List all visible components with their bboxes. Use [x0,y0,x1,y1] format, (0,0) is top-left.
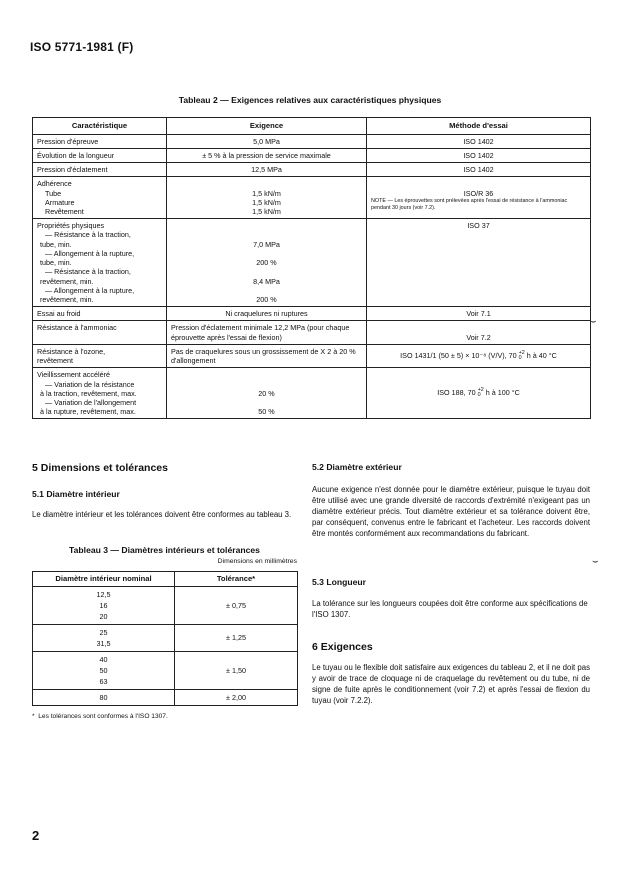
diameter-cell [33,651,175,689]
table3-units: Dimensions en millimètres [217,558,297,565]
characteristic-cell: Essai au froid [33,307,167,321]
diameter-value: 63 [99,676,108,686]
char-sub: à la rupture, revêtement, max. [40,407,136,417]
characteristic-cell: Évolution de la longueur [33,148,167,162]
char-sub: tube, min. [40,258,72,268]
table-row [33,651,298,689]
section-6-text: Le tuyau ou le flexible doit satisfaire aux exigences du tableau 2, et il ne doit pas y avoir de trace de cloquage ni de craquelage du revêtement ou du tube, ni de signe de fuite après le conditionnement (voir 7.2) et après l'essai de flexion du tuyau (voir 7.2.2). [312,663,590,706]
table-row [33,219,591,307]
method-cell: ISO 1402 [367,134,591,148]
char-sub: — Variation de la résistance [45,379,135,389]
char-title: Vieillissement accéléré [37,370,110,380]
req-line: 1,5 kN/m [252,207,281,217]
req-line: 200 % [256,258,277,268]
req-line: 50 % [258,407,275,417]
table-row [33,177,591,219]
method-text: ISO 1431/1 (50 ± 5) × 10⁻⁸ (V/V), 70 [400,351,517,360]
column-header: Méthode d'essai [367,118,591,135]
char-sub: Tube [45,188,62,198]
characteristic-cell [33,219,167,307]
tolerance-cell: ± 0,75 [175,586,298,624]
table-header-row [33,572,298,587]
diameter-value: 12,5 [96,589,111,599]
column-header: Exigence [167,118,367,135]
char-sub: — Allongement à la rupture, [45,248,135,258]
table2-caption: Tableau 2 — Exigences relatives aux caractéristiques physiques [178,95,442,105]
char-sub: — Variation de l'allongement [45,397,137,407]
table-row [33,321,591,344]
method-cell: ISO 1402 [367,163,591,177]
section-5-1-title: 5.1 Diamètre intérieur [32,489,120,499]
tolerance-sup: +2 [477,387,484,394]
char-sub: tube, min. [40,239,72,249]
char-sub: Revêtement [45,207,84,217]
char-sub: — Résistance à la traction, [45,267,131,277]
diameter-value: 80 [99,692,108,702]
tolerance-cell: ± 1,25 [175,624,298,651]
section-5-3-text: La tolérance sur les longueurs coupées doit être conforme aux spécifications de l'ISO 1307. [312,599,588,620]
table-row [33,689,298,705]
requirement-cell [167,177,367,219]
section-5-3-title: 5.3 Longueur [312,577,366,587]
section-5-1-text: Le diamètre intérieur et les tolérances doivent être conformes au tableau 3. [32,510,292,519]
method-cell [367,368,591,419]
inner-diameter-table [32,571,298,706]
table-row [33,344,591,367]
req-line: 200 % [256,295,277,304]
section-5-2-title: 5.2 Diamètre extérieur [312,462,402,472]
table-row [33,307,591,321]
requirement-cell: 5,0 MPa [167,134,367,148]
requirement-cell: Pas de craquelures sous un grossissement de X 2 à 20 % d'allongement [167,344,367,367]
table-row [33,163,591,177]
char-sub: Armature [45,197,75,207]
requirement-cell [167,219,367,307]
tolerance-sub: 0 [518,355,522,362]
table-header-row [33,118,591,135]
table-row [33,368,591,419]
req-line: 7,0 MPa [253,239,280,249]
tolerance-cell: ± 1,50 [175,651,298,689]
diameter-cell [33,586,175,624]
method-cell [367,344,591,367]
method-cell: Voir 7.1 [367,307,591,321]
table-row [33,586,298,624]
requirement-cell: 12,5 MPa [167,163,367,177]
diameter-value: 40 [99,654,108,664]
char-title: Résistance à l'ozone, [37,346,106,356]
footnote-text: Les tolérances sont conformes à l'ISO 1307. [38,713,168,720]
req-line: 20 % [258,388,275,398]
diameter-value: 20 [99,611,108,621]
characteristic-cell: Résistance à l'ammoniac [33,321,167,344]
page-number: 2 [32,828,40,843]
method-text: ISO 188, 70 [437,388,476,398]
req-line: 8,4 MPa [253,276,280,286]
req-line: 1,5 kN/m [252,188,281,198]
method-cell: ISO 37 [367,219,591,307]
method-line: ISO/R 36 [463,188,494,198]
characteristic-cell [33,177,167,219]
characteristic-cell [33,368,167,419]
method-cell [367,177,591,219]
characteristic-cell: Pression d'épreuve [33,134,167,148]
section-6-title: 6 Exigences [312,641,373,653]
char-sub: revêtement, min. [40,295,94,304]
diameter-value: 25 [99,627,108,637]
char-sub: — Allongement à la rupture, [45,285,135,295]
method-text: h à 40 °C [526,351,557,360]
diameter-value: 16 [99,600,108,610]
requirement-cell: ± 5 % à la pression de service maximale [167,148,367,162]
table-row [33,624,298,651]
char-title: Adhérence [37,179,72,189]
footnote-asterisk: * [32,713,39,720]
column-header: Diamètre intérieur nominal [33,572,175,587]
tolerance-sup: +2 [518,349,525,356]
margin-mark: ⌣ [590,316,597,327]
column-header: Caractéristique [33,118,167,135]
char-title: Propriétés physiques [37,221,105,231]
tolerance-cell: ± 2,00 [175,689,298,705]
method-text: h à 100 °C [485,388,520,398]
table3-footnote [32,713,168,720]
physical-requirements-table [32,117,591,419]
char-sub: revêtement, min. [40,276,94,286]
document-header: ISO 5771-1981 (F) [30,40,134,54]
section-5-2-text: Aucune exigence n'est donnée pour le diamètre extérieur, puisque le tuyau doit être utilisé avec une grande diversité de raccords d'extrémité n'exigeant pas un diamètre extérieur précis. Tout diamètre extérieur et sa tolérance doivent être, par conséquent, convenus entre le fabricant et l'acheteur. Les raccords doivent être montés conformément aux recommandations du fabricant. [312,485,590,539]
requirement-cell [167,368,367,419]
diameter-cell [33,689,175,705]
method-cell: ISO 1402 [367,148,591,162]
table-row [33,134,591,148]
margin-mark: ⌣ [592,556,599,567]
method-cell: Voir 7.2 [367,321,591,344]
char-sub: à la traction, revêtement, max. [40,388,137,398]
diameter-cell [33,624,175,651]
section-5-title: 5 Dimensions et tolérances [32,462,168,474]
diameter-value: 50 [99,665,108,675]
tolerance-sub: 0 [477,392,481,399]
requirement-cell: Ni craquelures ni ruptures [167,307,367,321]
column-header: Tolérance* [175,572,298,587]
char-sub: — Résistance à la traction, [45,230,131,240]
method-note: NOTE — Les éprouvettes sont prélevées après l'essai de résistance à l'ammoniac pendant 30 jours (voir 7.2). [371,197,568,212]
char-sub: revêtement [37,356,73,366]
diameter-value: 31,5 [96,638,111,648]
table-row [33,148,591,162]
req-line: 1,5 kN/m [252,197,281,207]
characteristic-cell [33,344,167,367]
requirement-cell: Pression d'éclatement minimale 12,2 MPa (pour chaque éprouvette après l'essai de flexion) [167,321,367,344]
table3-caption: Tableau 3 — Diamètres intérieurs et tolérances [69,545,260,555]
characteristic-cell: Pression d'éclatement [33,163,167,177]
